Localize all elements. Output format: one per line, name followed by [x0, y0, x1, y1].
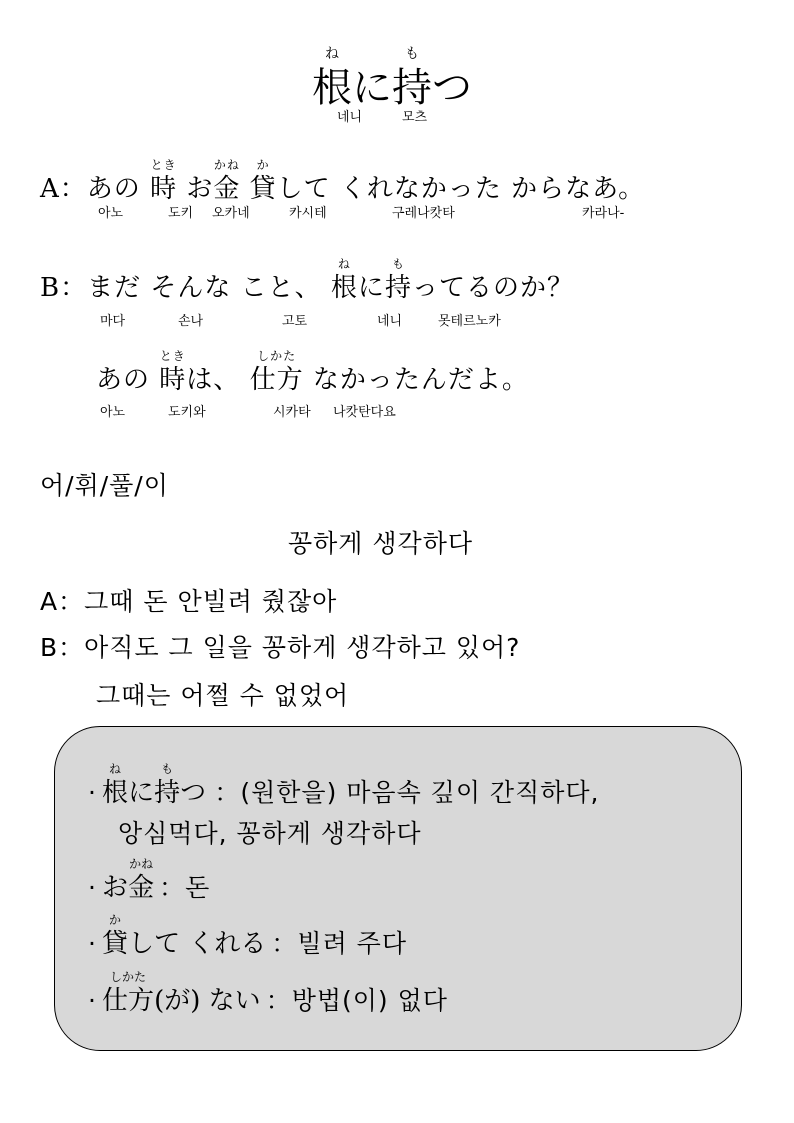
ruby-shikata: しかた 仕方: [249, 349, 304, 395]
ruby-ka: か 貸: [102, 913, 129, 959]
page-title: ね 根に も 持つ: [312, 46, 472, 111]
title-reading-1: 네니: [337, 110, 363, 125]
reading: 못테르노카: [438, 314, 501, 329]
reading: 도키와: [168, 405, 206, 420]
vocab-item-shikatanai: · しかた 仕方(が) ない ：방법(이) 없다: [88, 970, 448, 1016]
ruby-ne: ね 根: [102, 762, 129, 808]
reading: 카시테: [289, 206, 327, 221]
title-kanji-mo: も 持: [392, 46, 432, 111]
translation-a: A：그때 돈 안빌려 줬잖아: [40, 587, 338, 616]
reading: 오카네: [212, 206, 250, 221]
reading: 아노: [100, 405, 126, 420]
ruby-mo: も 持: [384, 257, 412, 303]
vocab-heading: 어/휘/풀/이: [40, 471, 169, 500]
title-reading-2: 모츠: [402, 110, 428, 125]
translation-b2: 그때는 어쩔 수 없었어: [96, 681, 350, 710]
ruby-shikata: しかた 仕方: [102, 970, 155, 1016]
ruby-mo: も 持: [154, 762, 181, 808]
vocab-item-nenimotsu-desc2: 앙심먹다, 꽁하게 생각하다: [118, 819, 422, 848]
translation-b1: B：아직도 그 일을 꽁하게 생각하고 있어?: [40, 633, 521, 662]
reading: 구레나캇타: [392, 206, 455, 221]
ruby-ka: か 貸: [249, 158, 277, 204]
ruby-toki: とき 時: [159, 349, 187, 395]
title-kanji-ne: ね 根: [312, 46, 352, 111]
dialogue-b2-jp: あの とき 時は、 しかた 仕方 なかったんだよ。: [96, 349, 529, 395]
dialogue-a-jp: A：あの とき 時 お かね 金 か 貸して くれなかった からなあ。: [40, 158, 646, 204]
reading: 아노: [98, 206, 124, 221]
reading: 나캇탄다요: [333, 405, 396, 420]
ruby-toki: とき 時: [150, 158, 178, 204]
dialogue-b1-jp: B：まだ そんな こと、 ね 根に も 持ってるのか？: [40, 257, 574, 303]
ruby-ne: ね 根: [330, 257, 358, 303]
reading: 카라나-: [582, 206, 625, 221]
vocab-item-kashitekureru: · か 貸して くれる ：빌려 주다: [88, 913, 407, 959]
vocab-item-nenimotsu: · ね 根に も 持つ ：(원한을) 마음속 깊이 간직하다,: [88, 762, 600, 808]
reading: 시카타: [273, 405, 311, 420]
reading: 손나: [178, 314, 204, 329]
reading: 마다: [100, 314, 126, 329]
ruby-kane: かね 金: [128, 857, 155, 903]
reading: 도키: [168, 206, 194, 221]
reading: 네니: [377, 314, 403, 329]
reading: 고토: [282, 314, 308, 329]
ruby-kane: かね 金: [213, 158, 241, 204]
idiom-meaning: 꽁하게 생각하다: [288, 529, 473, 558]
vocab-item-okane: · お かね 金 ：돈: [88, 857, 211, 903]
